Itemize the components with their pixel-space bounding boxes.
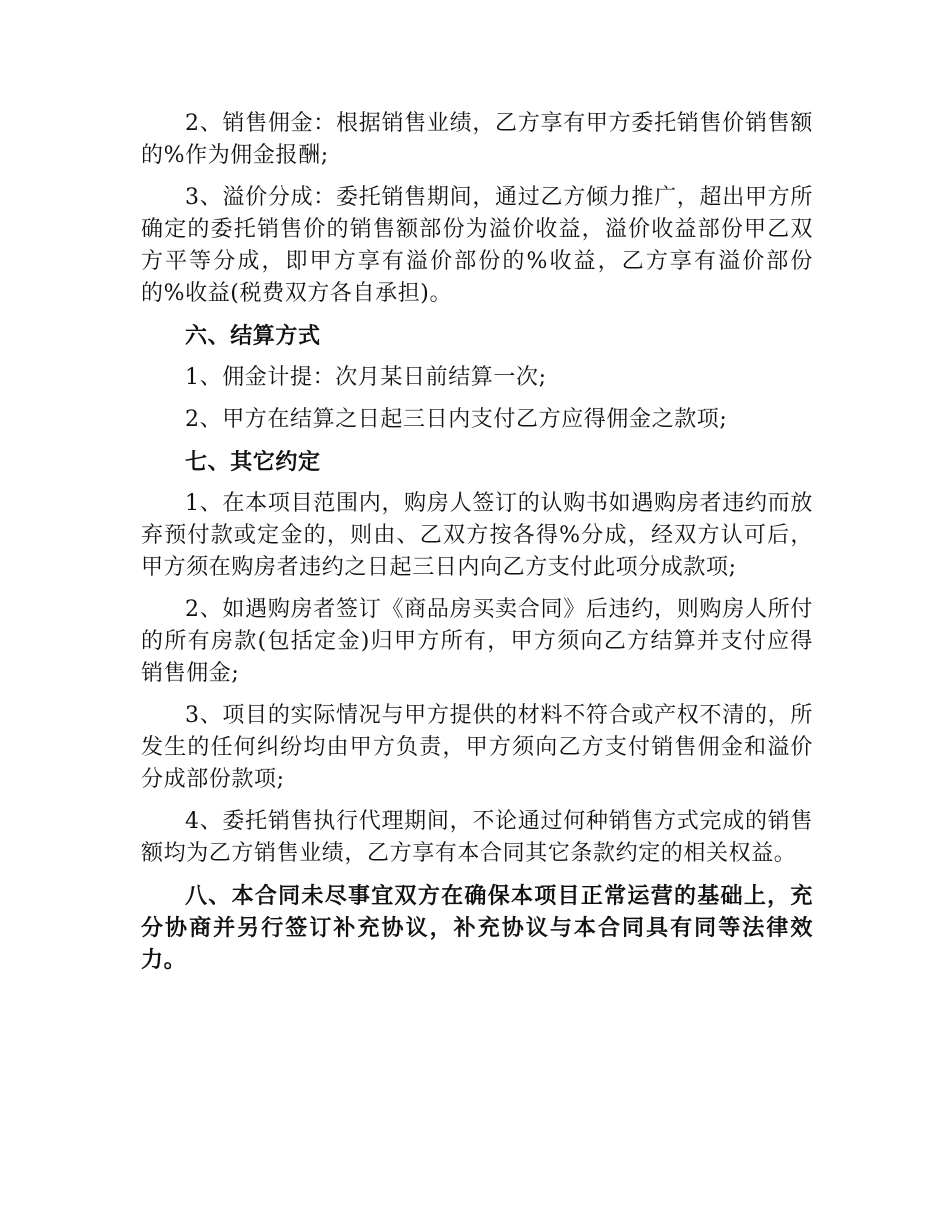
clause-agency-performance: 4、委托销售执行代理期间，不论通过何种销售方式完成的销售额均为乙方销售业绩，乙方享有本合同其它条款约定的相关权益。 [141,809,813,866]
clause-contract-breach: 2、如遇购房者签订《商品房买卖合同》后违约，则购房人所付的所有房款(包括定金)归甲方所有，甲方须向乙方结算并支付应得销售佣金; [141,597,813,686]
clause-forfeited-deposit: 1、在本项目范围内，购房人签订的认购书如遇购房者违约而放弃预付款或定金的，则由、乙双方按各得%分成，经双方认可后，甲方须在购房者违约之日起三日内向乙方支付此项分成款项; [141,491,813,580]
document-body [141,108,813,986]
clause-commission-accrual: 1、佣金计提：次月某日前结算一次; [185,365,547,390]
section-supplementary-agreement: 八、本合同未尽事宜双方在确保本项目正常运营的基础上，充分协商并另行签订补充协议，补充协议与本合同具有同等法律效力。 [141,883,813,973]
section-heading-other-terms: 七、其它约定 [185,449,321,475]
clause-premium-sharing: 3、溢价分成：委托销售期间，通过乙方倾力推广，超出甲方所确定的委托销售价的销售额部份为溢价收益，溢价收益部份甲乙双方平等分成，即甲方享有溢价部份的%收益，乙方享有溢价部份的%收益(税费双方各自承担)。 [141,185,813,306]
clause-sales-commission: 2、销售佣金：根据销售业绩，乙方享有甲方委托销售价销售额的%作为佣金报酬; [141,111,813,168]
section-heading-settlement: 六、结算方式 [185,323,321,349]
clause-property-disputes: 3、项目的实际情况与甲方提供的材料不符合或产权不清的，所发生的任何纠纷均由甲方负责，甲方须向乙方支付销售佣金和溢价分成部份款项; [141,703,813,792]
clause-payment-deadline: 2、甲方在结算之日起三日内支付乙方应得佣金之款项; [185,407,728,432]
